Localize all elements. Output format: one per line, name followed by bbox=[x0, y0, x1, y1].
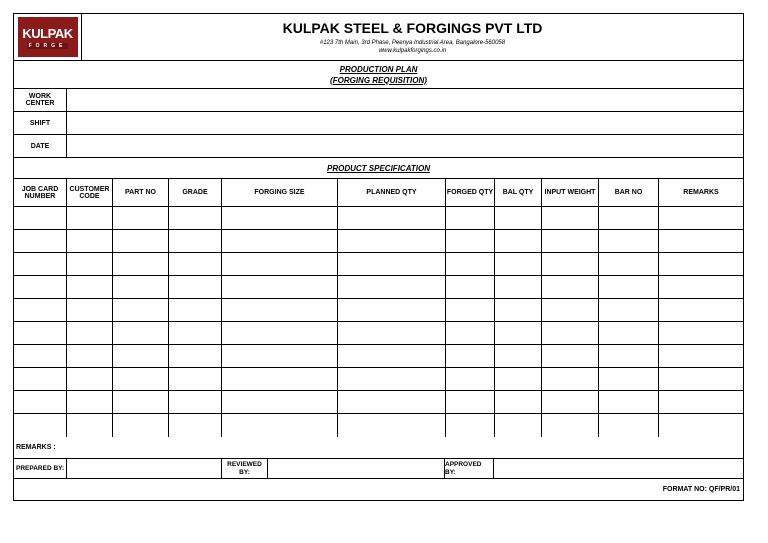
table-cell[interactable] bbox=[113, 391, 169, 413]
company-info bbox=[82, 14, 743, 60]
table-cell[interactable] bbox=[169, 345, 222, 367]
table-cell[interactable] bbox=[169, 253, 222, 275]
table-cell[interactable] bbox=[14, 345, 67, 367]
table-cell[interactable] bbox=[659, 345, 743, 367]
prepared-by-field[interactable] bbox=[67, 459, 222, 478]
table-cell[interactable] bbox=[495, 391, 542, 413]
table-cell[interactable] bbox=[222, 299, 338, 321]
remarks-row bbox=[14, 437, 743, 459]
table-cell[interactable] bbox=[67, 345, 113, 367]
table-row bbox=[14, 253, 743, 276]
form-title-line1: PRODUCTION PLAN bbox=[339, 64, 418, 74]
table-cell[interactable] bbox=[599, 230, 659, 252]
table-row bbox=[14, 230, 743, 253]
table-cell[interactable] bbox=[222, 230, 338, 252]
table-cell[interactable] bbox=[67, 391, 113, 413]
table-cell[interactable] bbox=[542, 276, 599, 298]
form-header bbox=[14, 14, 743, 61]
table-cell[interactable] bbox=[599, 207, 659, 229]
table-cell[interactable] bbox=[222, 253, 338, 275]
col-grade: GRADE bbox=[169, 179, 222, 206]
table-cell[interactable] bbox=[446, 230, 495, 252]
logo-cell bbox=[14, 14, 82, 60]
company-address: #123 7th Main, 3rd Phase, Peenya Industrial Area, Bangalore-560058 bbox=[319, 39, 506, 46]
company-logo bbox=[18, 17, 78, 57]
table-cell[interactable] bbox=[222, 276, 338, 298]
col-job-card-number: JOB CARD NUMBER bbox=[14, 179, 67, 206]
table-cell[interactable] bbox=[113, 230, 169, 252]
table-row bbox=[14, 207, 743, 230]
table-cell[interactable] bbox=[67, 368, 113, 390]
product-spec-heading bbox=[14, 158, 743, 179]
spec-table-header bbox=[14, 179, 743, 207]
table-cell[interactable] bbox=[14, 207, 67, 229]
table-row bbox=[14, 368, 743, 391]
table-cell[interactable] bbox=[14, 391, 67, 413]
table-cell[interactable] bbox=[113, 322, 169, 344]
col-customer-code: CUSTOMER CODE bbox=[67, 179, 113, 206]
table-cell[interactable] bbox=[14, 322, 67, 344]
table-cell[interactable] bbox=[67, 322, 113, 344]
table-cell[interactable] bbox=[222, 368, 338, 390]
table-cell[interactable] bbox=[67, 299, 113, 321]
table-cell[interactable] bbox=[67, 414, 113, 437]
table-cell[interactable] bbox=[338, 230, 446, 252]
table-cell[interactable] bbox=[222, 345, 338, 367]
table-cell[interactable] bbox=[446, 368, 495, 390]
table-cell[interactable] bbox=[14, 299, 67, 321]
table-cell[interactable] bbox=[446, 414, 495, 437]
table-cell[interactable] bbox=[338, 276, 446, 298]
table-cell[interactable] bbox=[67, 207, 113, 229]
col-forged-qty: FORGED QTY bbox=[446, 179, 495, 206]
table-cell[interactable] bbox=[14, 253, 67, 275]
table-cell[interactable] bbox=[446, 299, 495, 321]
table-cell[interactable] bbox=[169, 230, 222, 252]
production-plan-form bbox=[13, 13, 744, 501]
col-bal-qty: BAL QTY bbox=[495, 179, 542, 206]
table-cell[interactable] bbox=[14, 414, 67, 437]
table-cell[interactable] bbox=[542, 322, 599, 344]
table-cell[interactable] bbox=[338, 391, 446, 413]
table-row bbox=[14, 276, 743, 299]
table-cell[interactable] bbox=[113, 345, 169, 367]
table-cell[interactable] bbox=[169, 391, 222, 413]
table-cell[interactable] bbox=[14, 230, 67, 252]
table-cell[interactable] bbox=[113, 299, 169, 321]
table-cell[interactable] bbox=[169, 207, 222, 229]
table-cell[interactable] bbox=[659, 368, 743, 390]
product-spec-title: PRODUCT SPECIFICATION bbox=[327, 163, 430, 173]
shift-field[interactable] bbox=[67, 112, 743, 134]
table-cell[interactable] bbox=[599, 299, 659, 321]
table-cell[interactable] bbox=[495, 414, 542, 437]
table-cell[interactable] bbox=[113, 207, 169, 229]
table-cell[interactable] bbox=[222, 391, 338, 413]
table-cell[interactable] bbox=[446, 391, 495, 413]
logo-subtext: FORGE bbox=[28, 42, 67, 49]
table-cell[interactable] bbox=[113, 414, 169, 437]
col-forging-size: FORGING SIZE bbox=[222, 179, 338, 206]
table-cell[interactable] bbox=[495, 253, 542, 275]
table-row bbox=[14, 345, 743, 368]
table-cell[interactable] bbox=[659, 207, 743, 229]
form-title-line2: (FORGING REQUISITION) bbox=[330, 75, 427, 85]
table-cell[interactable] bbox=[14, 368, 67, 390]
company-website: www.kulpakforgings.co.in bbox=[378, 47, 447, 54]
table-cell[interactable] bbox=[495, 322, 542, 344]
table-cell[interactable] bbox=[542, 230, 599, 252]
table-cell[interactable] bbox=[659, 253, 743, 275]
table-cell[interactable] bbox=[446, 345, 495, 367]
shift-label: SHIFT bbox=[14, 112, 67, 134]
reviewed-by-field[interactable] bbox=[268, 459, 445, 478]
table-cell[interactable] bbox=[495, 276, 542, 298]
table-row bbox=[14, 414, 743, 437]
table-cell[interactable] bbox=[169, 414, 222, 437]
table-cell[interactable] bbox=[169, 299, 222, 321]
table-cell[interactable] bbox=[169, 368, 222, 390]
date-field[interactable] bbox=[67, 135, 743, 157]
table-cell[interactable] bbox=[599, 345, 659, 367]
work-center-label: WORK CENTER bbox=[14, 89, 67, 111]
table-cell[interactable] bbox=[113, 253, 169, 275]
format-number: FORMAT NO: QF/PR/01 bbox=[662, 486, 740, 493]
table-cell[interactable] bbox=[599, 276, 659, 298]
table-cell[interactable] bbox=[67, 276, 113, 298]
col-bar-no: BAR NO bbox=[599, 179, 659, 206]
table-cell[interactable] bbox=[542, 345, 599, 367]
table-cell[interactable] bbox=[113, 276, 169, 298]
table-cell[interactable] bbox=[338, 322, 446, 344]
table-cell[interactable] bbox=[169, 322, 222, 344]
logo-text: KULPAK bbox=[22, 25, 73, 41]
col-part-no: PART NO bbox=[113, 179, 169, 206]
form-title bbox=[14, 61, 743, 89]
table-cell[interactable] bbox=[659, 391, 743, 413]
table-cell[interactable] bbox=[495, 345, 542, 367]
table-cell[interactable] bbox=[542, 414, 599, 437]
table-row bbox=[14, 322, 743, 345]
table-cell[interactable] bbox=[222, 322, 338, 344]
table-cell[interactable] bbox=[113, 368, 169, 390]
table-cell[interactable] bbox=[659, 299, 743, 321]
remarks-label: REMARKS : bbox=[16, 444, 56, 451]
table-cell[interactable] bbox=[338, 207, 446, 229]
table-cell[interactable] bbox=[446, 207, 495, 229]
date-label: DATE bbox=[14, 135, 67, 157]
table-cell[interactable] bbox=[599, 391, 659, 413]
approved-by-label: APPROVED BY: bbox=[445, 459, 494, 478]
table-cell[interactable] bbox=[446, 322, 495, 344]
table-cell[interactable] bbox=[659, 230, 743, 252]
table-row bbox=[14, 391, 743, 414]
signature-row bbox=[14, 459, 743, 479]
work-center-row bbox=[14, 89, 743, 112]
approved-by-field[interactable] bbox=[494, 459, 743, 478]
reviewed-by-label: REVIEWED BY: bbox=[222, 459, 268, 478]
table-cell[interactable] bbox=[599, 322, 659, 344]
table-cell[interactable] bbox=[542, 299, 599, 321]
table-cell[interactable] bbox=[542, 368, 599, 390]
table-cell[interactable] bbox=[659, 414, 743, 437]
table-cell[interactable] bbox=[495, 368, 542, 390]
table-cell[interactable] bbox=[338, 299, 446, 321]
table-cell[interactable] bbox=[338, 368, 446, 390]
work-center-field[interactable] bbox=[67, 89, 743, 111]
prepared-by-label: PREPARED BY: bbox=[14, 459, 67, 478]
table-cell[interactable] bbox=[599, 368, 659, 390]
col-remarks: REMARKS bbox=[683, 189, 719, 196]
table-cell[interactable] bbox=[542, 391, 599, 413]
table-row bbox=[14, 299, 743, 322]
table-cell[interactable] bbox=[542, 253, 599, 275]
table-cell[interactable] bbox=[169, 276, 222, 298]
table-cell[interactable] bbox=[599, 414, 659, 437]
table-cell[interactable] bbox=[67, 230, 113, 252]
table-cell[interactable] bbox=[222, 414, 338, 437]
table-cell[interactable] bbox=[338, 253, 446, 275]
table-cell[interactable] bbox=[222, 207, 338, 229]
table-cell[interactable] bbox=[14, 276, 67, 298]
table-cell[interactable] bbox=[495, 207, 542, 229]
table-cell[interactable] bbox=[542, 207, 599, 229]
date-row bbox=[14, 135, 743, 158]
table-cell[interactable] bbox=[659, 322, 743, 344]
shift-row bbox=[14, 112, 743, 135]
table-cell[interactable] bbox=[495, 299, 542, 321]
table-cell[interactable] bbox=[495, 230, 542, 252]
company-name: KULPAK STEEL & FORGINGS PVT LTD bbox=[282, 19, 543, 36]
table-cell[interactable] bbox=[446, 253, 495, 275]
table-cell[interactable] bbox=[599, 253, 659, 275]
table-cell[interactable] bbox=[338, 345, 446, 367]
table-cell[interactable] bbox=[659, 276, 743, 298]
col-input-weight: INPUT WEIGHT bbox=[542, 179, 599, 206]
table-cell[interactable] bbox=[446, 276, 495, 298]
table-cell[interactable] bbox=[67, 253, 113, 275]
col-planned-qty: PLANNED QTY bbox=[338, 179, 446, 206]
table-cell[interactable] bbox=[338, 414, 446, 437]
